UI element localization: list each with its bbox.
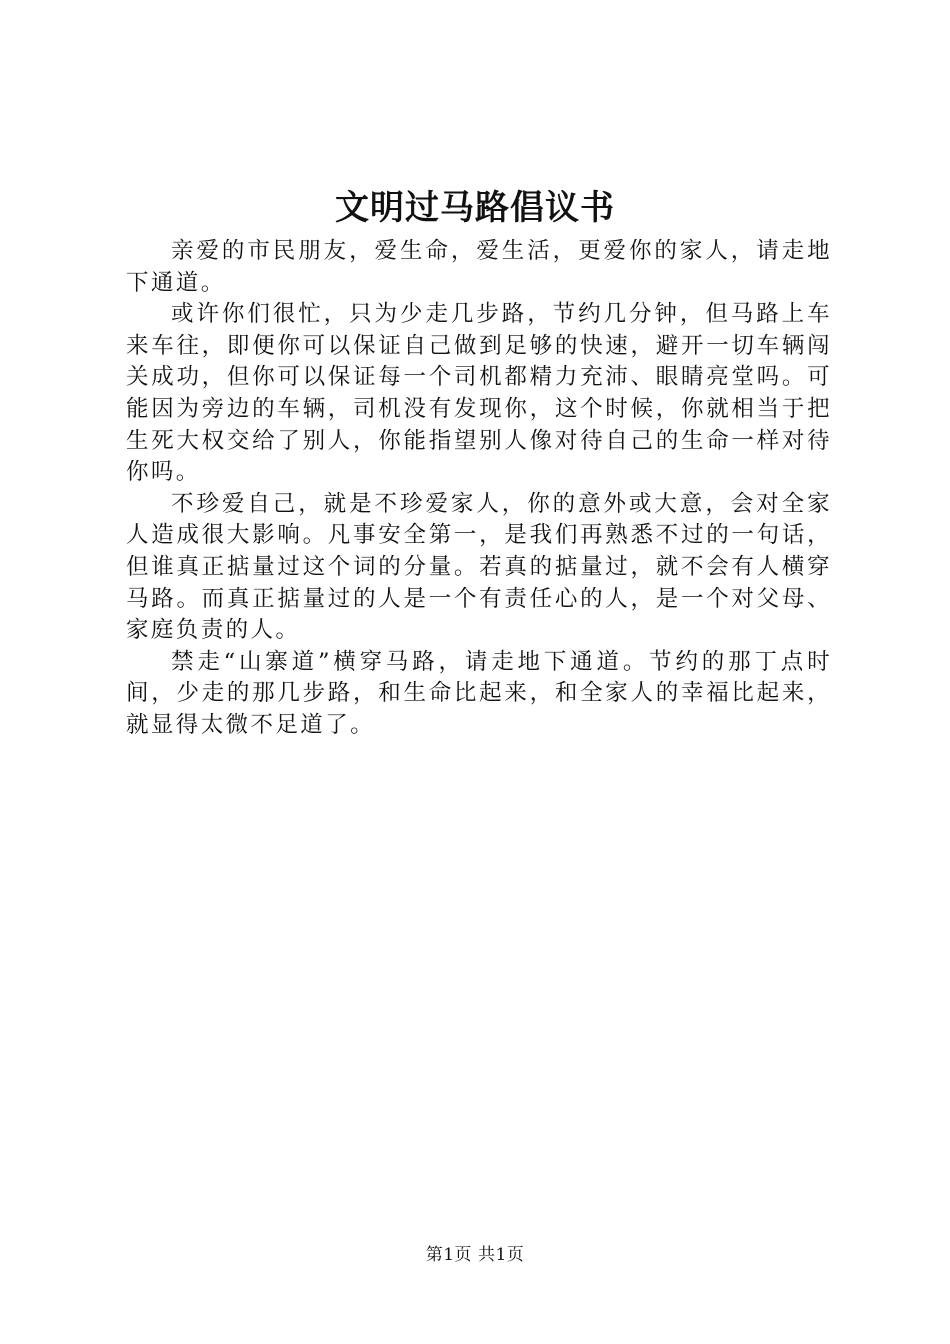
- paragraph: 不珍爱自己，就是不珍爱家人，你的意外或大意，会对全家人造成很大影响。凡事安全第一，是我们再熟悉不过的一句话，但谁真正掂量过这个词的分量。若真的掂量过，就不会有人横穿马路。而真正掂量过的人是一个有责任心的人，是一个对父母、家庭负责的人。: [126, 490, 832, 644]
- document-body: [126, 236, 832, 742]
- document-title: 文明过马路倡议书: [335, 188, 615, 228]
- paragraph: 亲爱的市民朋友，爱生命，爱生活，更爱你的家人，请走地下通道。: [126, 238, 832, 296]
- page-number-footer: 第1页 共1页: [425, 1245, 525, 1265]
- paragraph: 或许你们很忙，只为少走几步路，节约几分钟，但马路上车来车往，即便你可以保证自己做到足够的快速，避开一切车辆闯关成功，但你可以保证每一个司机都精力充沛、眼睛亮堂吗。可能因为旁边的车辆，司机没有发现你，这个时候，你就相当于把生死大权交给了别人，你能指望别人像对待自己的生命一样对待你吗。: [126, 301, 832, 486]
- paragraph: 禁走“山寨道”横穿马路，请走地下通道。节约的那丁点时间，少走的那几步路，和生命比起来，和全家人的幸福比起来，就显得太微不足道了。: [126, 648, 832, 738]
